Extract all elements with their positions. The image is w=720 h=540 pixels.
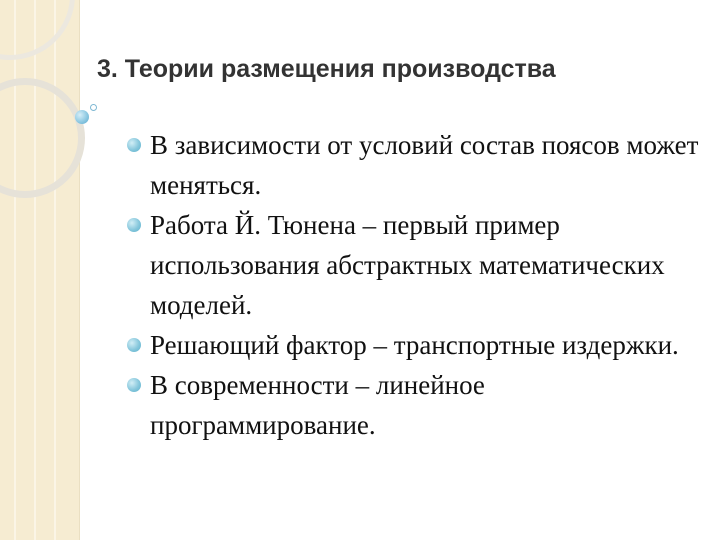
- band-stripe: [54, 0, 56, 540]
- circle-bullet-icon: [127, 378, 141, 392]
- bullet-text: В современности – линейное программирование.: [150, 370, 485, 440]
- bullet-text: В зависимости от условий состав поясов может меняться.: [150, 130, 699, 200]
- bullet-text: Работа Й. Тюнена – первый пример использования абстрактных математических моделей.: [150, 210, 665, 320]
- small-dot-decoration-icon: [90, 104, 97, 111]
- slide-title: 3. Теории размещения производства: [97, 55, 556, 83]
- bullet-item: [100, 365, 700, 445]
- bullet-item: [100, 325, 700, 365]
- circle-bullet-icon: [127, 338, 141, 352]
- bullet-list: [100, 125, 700, 445]
- bullet-item: [100, 205, 700, 325]
- circle-bullet-icon: [127, 218, 141, 232]
- bullet-text: Решающий фактор – транспортные издержки.: [150, 330, 679, 360]
- bullet-item: [100, 125, 700, 205]
- circle-bullet-icon: [127, 138, 141, 152]
- dot-decoration-icon: [75, 110, 89, 124]
